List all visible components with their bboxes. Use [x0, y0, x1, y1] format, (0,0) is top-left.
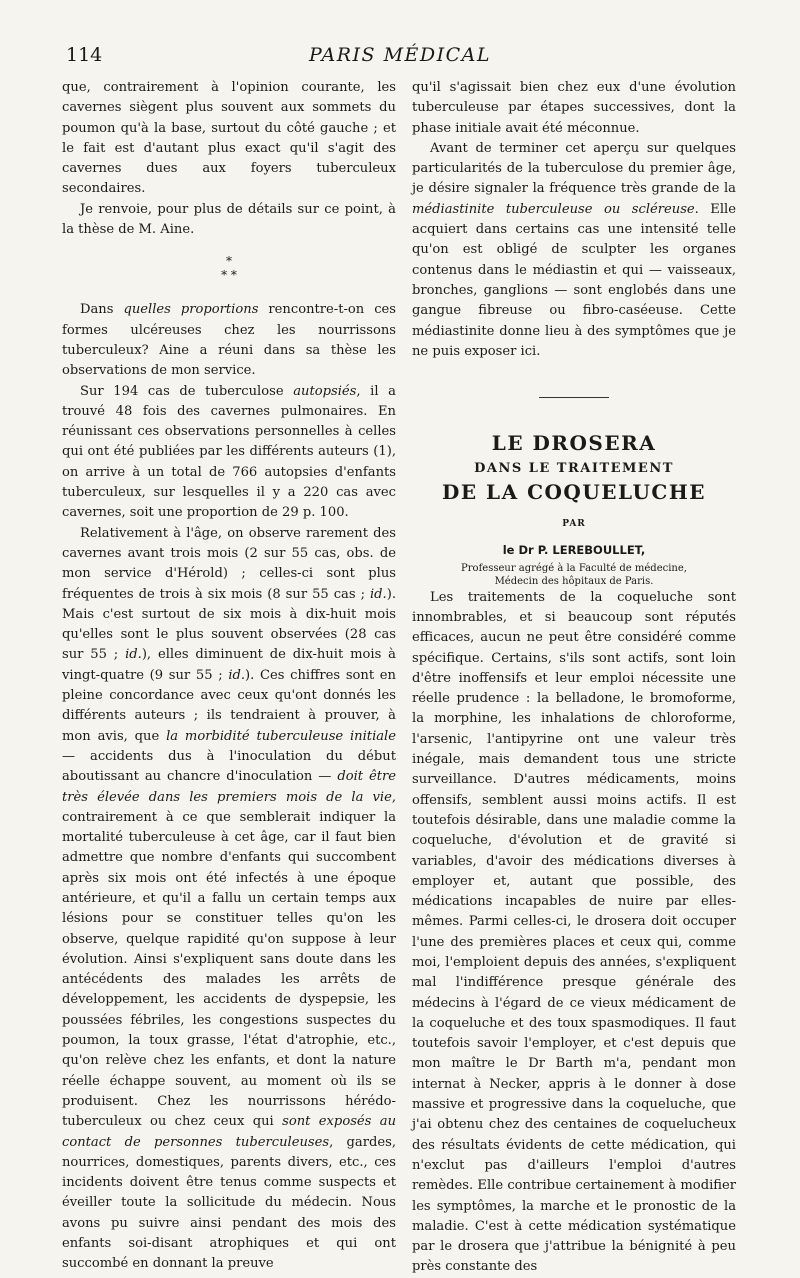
paragraph: qu'il s'agissait bien chez eux d'une évolution tuberculeuse par étapes successives, dont la phase initiale avait été méconnue.: [412, 80, 736, 136]
author-affiliation: Professeur agrégé à la Faculté de médecine,: [461, 562, 687, 574]
article-title-line: DE LA COQUELUCHE: [441, 479, 706, 504]
paragraph: Avant de terminer cet aperçu sur quelques particularités de la tuberculose du premier âge, je désire signaler la fréquence très grande de la médiastinite tuberculeuse ou scléreuse. Elle acquiert dans certains cas une intensité telle qu'on est obligé de sculpter les organes contenus dans le médiastin et qui — vaisseaux, bronches, ganglions — sont englobés dans une gangue fibreuse ou fibro-caséeuse. Cette médiastinite donne lieu à des symptômes que je ne puis exposer ici.: [412, 140, 736, 359]
paragraph: que, contrairement à l'opinion courante, les cavernes siègent plus souvent aux sommets du poumon qu'à la base, surtout du côté gauche ; et le fait est d'autant plus exact qu'il s'agit des cavernes dues aux foyers tuberculeux secondaires.: [62, 80, 396, 197]
article-title: LE DROSERA: [491, 431, 657, 456]
author-name: le Dr P. LEREBOULLET,: [502, 543, 646, 558]
section-separator-asterism: * * *: [221, 254, 237, 283]
paragraph: Relativement à l'âge, on observe rarement des cavernes avant trois mois (2 sur 55 cas, obs. de mon service d'Hérold) ; celles-ci sont plus fréquentes de trois à six mois (8 sur 55 cas ; id.). Mais c'est surtout de six mois à dix-huit mois qu'elles sont le plus souvent observées (28 cas sur 55 ; id.), elles diminuent de dix-huit mois à vingt-quatre (9 sur 55 ; id.). Ces chiffres sont en pleine concordance avec ceux qu'ont donnés les différents auteurs ; ils tendraient à prouver, à mon avis, que la morbidité tuberculeuse initiale — accidents dus à l'inoculation du début aboutissant au chancre d'inoculation — doit être très élevée dans les premiers mois de la vie, contrairement à ce que semblerait indiquer la mortalité tuberculeuse à cet âge, car il faut bien admettre que nombre d'enfants qui succombent après six mois ont été infectés à une époque antérieure, et qu'il a fallu un certain temps aux lésions pour se constituer telles qu'on les observe, quelque rapidité qu'on suppose à leur évolution. Ainsi s'expliquent sans doute dans les antécédents des malades les arrêts de développement, les accidents de dyspepsie, les poussées fébriles, les congestions suspectes du poumon, la toux grasse, l'état d'atrophie, etc., qu'on relève chez les enfants, et dont la nature réelle échappe souvent, au moment où ils se produisent. Chez les nourrissons hérédo-tuberculeux ou chez ceux qui sont exposés au contact de personnes tuberculeuses, gardes, nourrices, domestiques, parents divers, etc., ces incidents doivent être tenus comme suspects et éveiller toute la sollicitude du médecin. Nous avons pu suivre ainsi pendant des mois des enfants soi-disant atrophiques et qui ont succombé en donnant la preuve: [62, 525, 397, 1272]
paragraph: Je renvoie, pour plus de détails sur ce point, à la thèse de M. Aine.: [62, 201, 396, 238]
paragraph: Dans quelles proportions rencontre-t-on ces formes ulcéreuses chez les nourrissons tuberculeux? Aine a réuni dans sa thèse les observations de mon service.: [62, 302, 397, 379]
article-body: Les traitements de la coqueluche sont innombrables, et si beaucoup sont réputés efficaces, aucun ne peut être considéré comme spécifique. Certains, s'ils sont actifs, sont loin d'être inoffensifs et leur emploi nécessite une réelle prudence : la belladone, le bromoforme, la morphine, les inhalations de chloroforme, l'arsenic, l'antipyrine ont une valeur très inégale, mais demandent tous une stricte surveillance. D'autres médicaments, moins offensifs, semblent aussi moins actifs. Il est toutefois désirable, dans une maladie comme la coqueluche, d'évolution et de gravité si variables, d'avoir des médications diverses à employer et, autant que possible, des médications incapables de nuire par elles-mêmes. Parmi celles-ci, le drosera doit occuper l'une des premières places et ceux qui, comme moi, l'emploient depuis des années, s'expliquent mal l'indifférence presque générale des médecins à l'égard de ce vieux médicament de la coqueluche et des toux spasmodiques. Il faut toutefois savoir l'employer, et c'est depuis que mon maître le Dr Barth m'a, pendant mon internat à Necker, appris à le donner à dose massive et progressive dans la coqueluche, que j'ai obtenu chez des centaines de coquelucheux des résultats évidents de cette médication, qui n'exclut pas d'ailleurs l'emploi d'autres remèdes. Elle contribue certainement à modifier les symptômes, la marche et le pronostic de la maladie. C'est à cette médication systématique par le drosera que j'attribue la bénignité à peu près constante des: [412, 589, 736, 1275]
section-divider: [539, 397, 609, 398]
byline-par: PAR: [562, 519, 586, 530]
article-subtitle: DANS LE TRAITEMENT: [474, 461, 674, 477]
journal-title: PARIS MÉDICAL: [308, 44, 492, 66]
left-column: [62, 78, 396, 1275]
right-column: [412, 78, 736, 1278]
page-header: [66, 44, 734, 70]
paragraph: Sur 194 cas de tuberculose autopsiés, il a trouvé 48 fois des cavernes pulmonaires. En réunissant ces observations personnelles à celles qui ont été publiées par les différents auteurs (1), on arrive à un total de 766 autopsies d'enfants tuberculeux, sur lesquelles il y a 220 cas avec cavernes, soit une proportion de 29 p. 100.: [62, 383, 396, 521]
author-affiliation: Médecin des hôpitaux de Paris.: [494, 575, 654, 587]
page-number: 114: [66, 44, 103, 66]
